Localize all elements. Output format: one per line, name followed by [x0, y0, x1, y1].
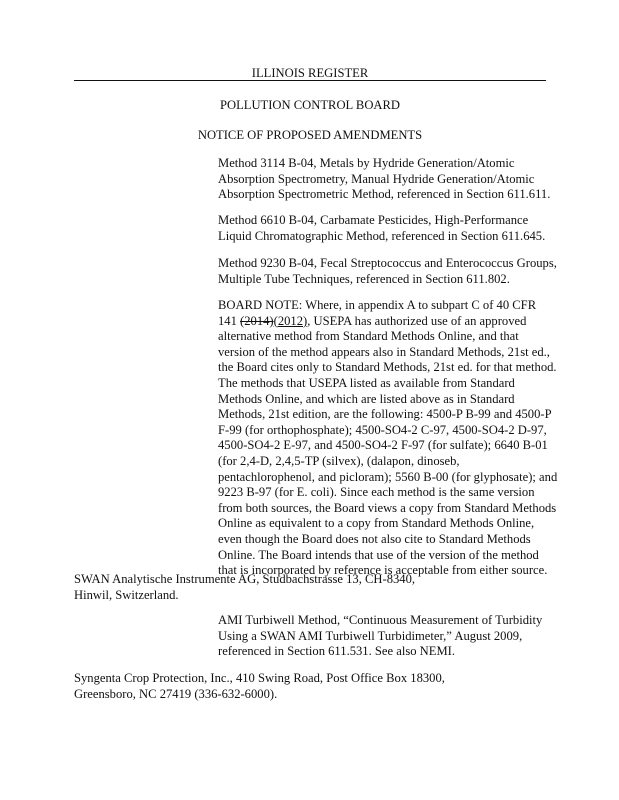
- board-note-line: alternative method from Standard Methods Online, and that: [218, 329, 519, 344]
- board-note-line: from both sources, the Board views a copy from Standard Methods: [218, 500, 557, 515]
- board-title: POLLUTION CONTROL BOARD: [219, 98, 401, 112]
- board-note-line: Online as equivalent to a copy from Standard Methods Online,: [218, 516, 535, 531]
- method-line: Method 6610 B-04, Carbamate Pesticides, High-Performance: [218, 213, 529, 227]
- method-line: Multiple Tube Techniques, referenced in Section 611.802.: [218, 271, 510, 286]
- method-line: Method 9230 B-04, Fecal Streptococcus and Enterococcus Groups,: [218, 256, 557, 270]
- method-9230-entry: [218, 256, 557, 287]
- board-note-line: version of the method appears also in Standard Methods, 21st ed.,: [218, 344, 550, 359]
- board-note-line: BOARD NOTE: Where, in appendix A to subpart C of 40 CFR: [218, 298, 537, 312]
- header-rule: [74, 80, 546, 81]
- method-line: Method 3114 B-04, Metals by Hydride Generation/Atomic: [218, 156, 515, 170]
- syngenta-address: [74, 671, 445, 702]
- address-line: Greensboro, NC 27419 (336-632-6000).: [74, 686, 278, 701]
- board-note-line: Methods, 21st edition, are the following: 4500-P B-99 and 4500-P: [218, 407, 552, 422]
- struck-text: (2014): [240, 313, 274, 328]
- method-line: Absorption Spectrometric Method, referenced in Section 611.611.: [218, 187, 551, 202]
- swan-address: [74, 572, 415, 603]
- register-title: ILLINOIS REGISTER: [251, 66, 369, 80]
- address-line: Syngenta Crop Protection, Inc., 410 Swing Road, Post Office Box 18300,: [74, 671, 445, 685]
- method-line: Using a SWAN AMI Turbiwell Turbidimeter,” August 2009,: [218, 628, 523, 643]
- board-note-line: Methods Online, and which are listed above as in Standard: [218, 391, 515, 406]
- board-note-line: F-99 (for orthophosphate); 4500-SO4-2 C-97, 4500-SO4-2 D-97,: [218, 422, 547, 437]
- notice-title: NOTICE OF PROPOSED AMENDMENTS: [197, 128, 423, 142]
- board-note-line: pentachlorophenol, and picloram); 5560 B-00 (for glyphosate); and: [218, 469, 558, 484]
- method-3114-entry: [218, 156, 550, 203]
- board-note-line: The methods that USEPA listed as available from Standard: [218, 375, 515, 390]
- method-line: Absorption Spectrometry, Manual Hydride Generation/Atomic: [218, 171, 535, 186]
- inserted-text: (2012): [273, 313, 308, 328]
- board-note-line: Online. The Board intends that use of the version of the method: [218, 547, 539, 562]
- board-note: [218, 298, 557, 579]
- board-note-line: (for 2,4-D, 2,4,5-TP (silvex), (dalapon, dinoseb,: [218, 453, 460, 468]
- board-note-line: 4500-SO4-2 E-97, and 4500-SO4-2 F-97 (for sulfate); 6640 B-01: [218, 438, 548, 453]
- board-note-line: 9223 B-97 (for E. coli). Since each method is the same version: [218, 485, 535, 500]
- address-line: SWAN Analytische Instrumente AG, Studbachstrasse 13, CH-8340,: [74, 572, 416, 586]
- method-line: referenced in Section 611.531. See also NEMI.: [218, 644, 455, 659]
- board-note-line: that is incorporated by reference is acceptable from either source.: [218, 563, 548, 578]
- swan-method-entry: [218, 613, 542, 660]
- method-6610-entry: [218, 213, 545, 244]
- board-note-line: the Board cites only to Standard Methods, 21st ed. for that method.: [218, 360, 557, 375]
- address-line: Hinwil, Switzerland.: [74, 587, 179, 602]
- method-line: AMI Turbiwell Method, “Continuous Measurement of Turbidity: [218, 613, 543, 627]
- board-note-line: 141 (2014)(2012), USEPA has authorized use of an approved: [218, 313, 527, 328]
- board-note-line: even though the Board does not also cite to Standard Methods: [218, 531, 531, 546]
- method-line: Liquid Chromatographic Method, referenced in Section 611.645.: [218, 228, 546, 243]
